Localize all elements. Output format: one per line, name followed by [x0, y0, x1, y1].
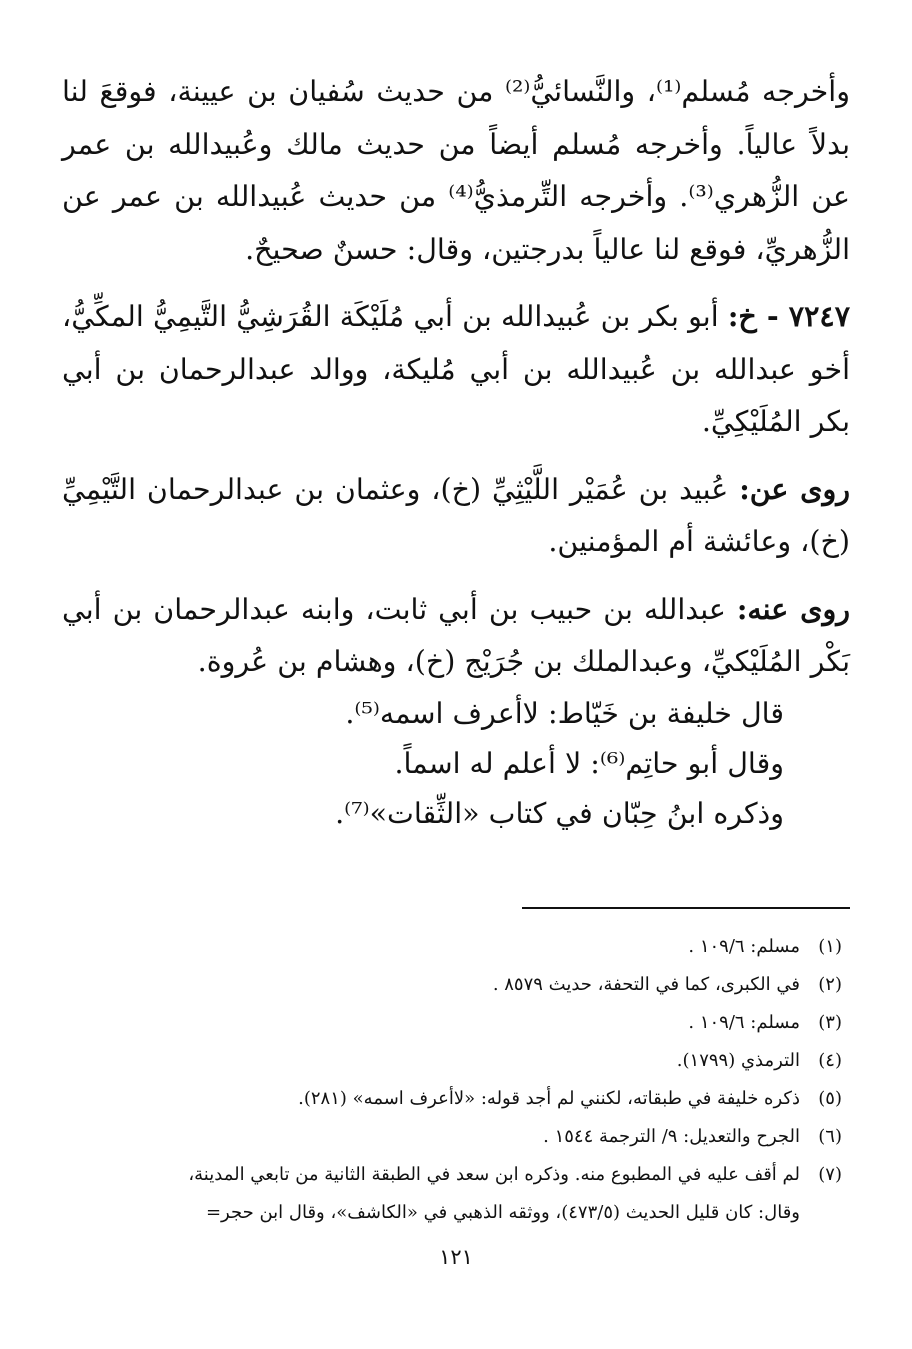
footnote-number: (٢): [818, 974, 842, 995]
footnote-item: [62, 1156, 842, 1194]
quote-ibn-hibban: وذكره ابنُ حِبّان في كتاب «الثِّقات»⁽⁷⁾.: [335, 796, 784, 830]
biography-entry: [62, 290, 850, 449]
footnotes: [62, 928, 842, 1232]
entry-text: أبو بكر بن عُبيدالله بن أبي مُلَيْكَة القُرَشِيُّ التَّيمِيُّ المكِّيُّ، أخو عبدالله بن عُبيدالله بن أبي مُليكة، ووالد عبدالرحمان بن أبي بكر المُلَيْكِيِّ.: [62, 300, 850, 438]
footnote-number: (٧): [818, 1164, 842, 1185]
footnote-item: [62, 966, 842, 1004]
footnote-item: [62, 1042, 842, 1080]
footnote-item: [62, 1118, 842, 1156]
footnote-text: مسلم: ١٠٩/٦ .: [688, 1012, 800, 1033]
narrated-from-text: عُبيد بن عُمَيْر اللَّيْثِيِّ (خ)، وعثمان بن عبدالرحمان التَّيْمِيِّ (خ)، وعائشة أم المؤمنين.: [62, 472, 850, 558]
narrated-by-text: عبدالله بن حبيب بن أبي ثابت، وابنه عبدالرحمان بن أبي بَكْر المُلَيْكيِّ، وعبدالملك بن جُرَيْج (خ)، وهشام بن عُروة.: [62, 592, 850, 678]
footnote-text: مسلم: ١٠٩/٦ .: [688, 936, 800, 957]
narrated-from-label: روى عن:: [739, 471, 850, 506]
quote-khalifa: قال خليفة بن خَيّاط: لاأعرف اسمه⁽⁵⁾.: [345, 696, 784, 730]
page-number: ١٢١: [439, 1245, 473, 1269]
footnote-number: (٣): [818, 1012, 842, 1033]
footnote-text: الجرح والتعديل: ٩/ الترجمة ١٥٤٤ .: [543, 1126, 800, 1147]
footnote-number: (٤): [818, 1050, 842, 1071]
footnote-number: (٦): [818, 1126, 842, 1147]
footnote-number: (١): [818, 936, 842, 957]
footnote-text: ذكره خليفة في طبقاته، لكنني لم أجد قوله: «لاأعرف اسمه» (٢٨١).: [298, 1088, 800, 1109]
quote-abu-hatim: وقال أبو حاتِم⁽⁶⁾: لا أعلم له اسماً.: [394, 746, 784, 780]
footnote-item: [62, 928, 842, 966]
narrated-from: [62, 463, 850, 569]
narrated-by-label: روى عنه:: [736, 591, 850, 626]
paragraph-takhrij: وأخرجه مُسلم⁽¹⁾، والنَّسائيُّ⁽²⁾ من حديث سُفيان بن عيينة، فوقعَ لنا بدلاً عالياً. وأخرجه مُسلم أيضاً من حديث مالك وعُبيدالله بن عمر عن الزُّهري⁽³⁾. وأخرجه التِّرمذيُّ⁽⁴⁾ من حديث عُبيدالله بن عمر عن الزُّهريِّ، فوقع لنا عالياً بدرجتين، وقال: حسنٌ صحيحٌ.: [62, 75, 850, 266]
footnote-number: (٥): [818, 1088, 842, 1109]
footnote-continuation: وقال: كان قليل الحديث (٤٧٣/٥)، ووثقه الذهبي في «الكاشف»، وقال ابن حجر=: [205, 1202, 800, 1223]
footnote-item: [62, 1080, 842, 1118]
footnote-item: [62, 1004, 842, 1042]
footnote-text: لم أقف عليه في المطبوع منه. وذكره ابن سعد في الطبقة الثانية من تابعي المدينة،: [188, 1164, 800, 1185]
footnote-text: في الكبرى، كما في التحفة، حديث ٨٥٧٩ .: [492, 974, 800, 995]
entry-number: ٧٢٤٧ - خ:: [727, 299, 851, 333]
main-text: [62, 66, 850, 839]
footnote-divider: [522, 907, 850, 909]
footnote-text: الترمذي (١٧٩٩).: [676, 1050, 800, 1071]
narrated-by: [62, 583, 850, 689]
